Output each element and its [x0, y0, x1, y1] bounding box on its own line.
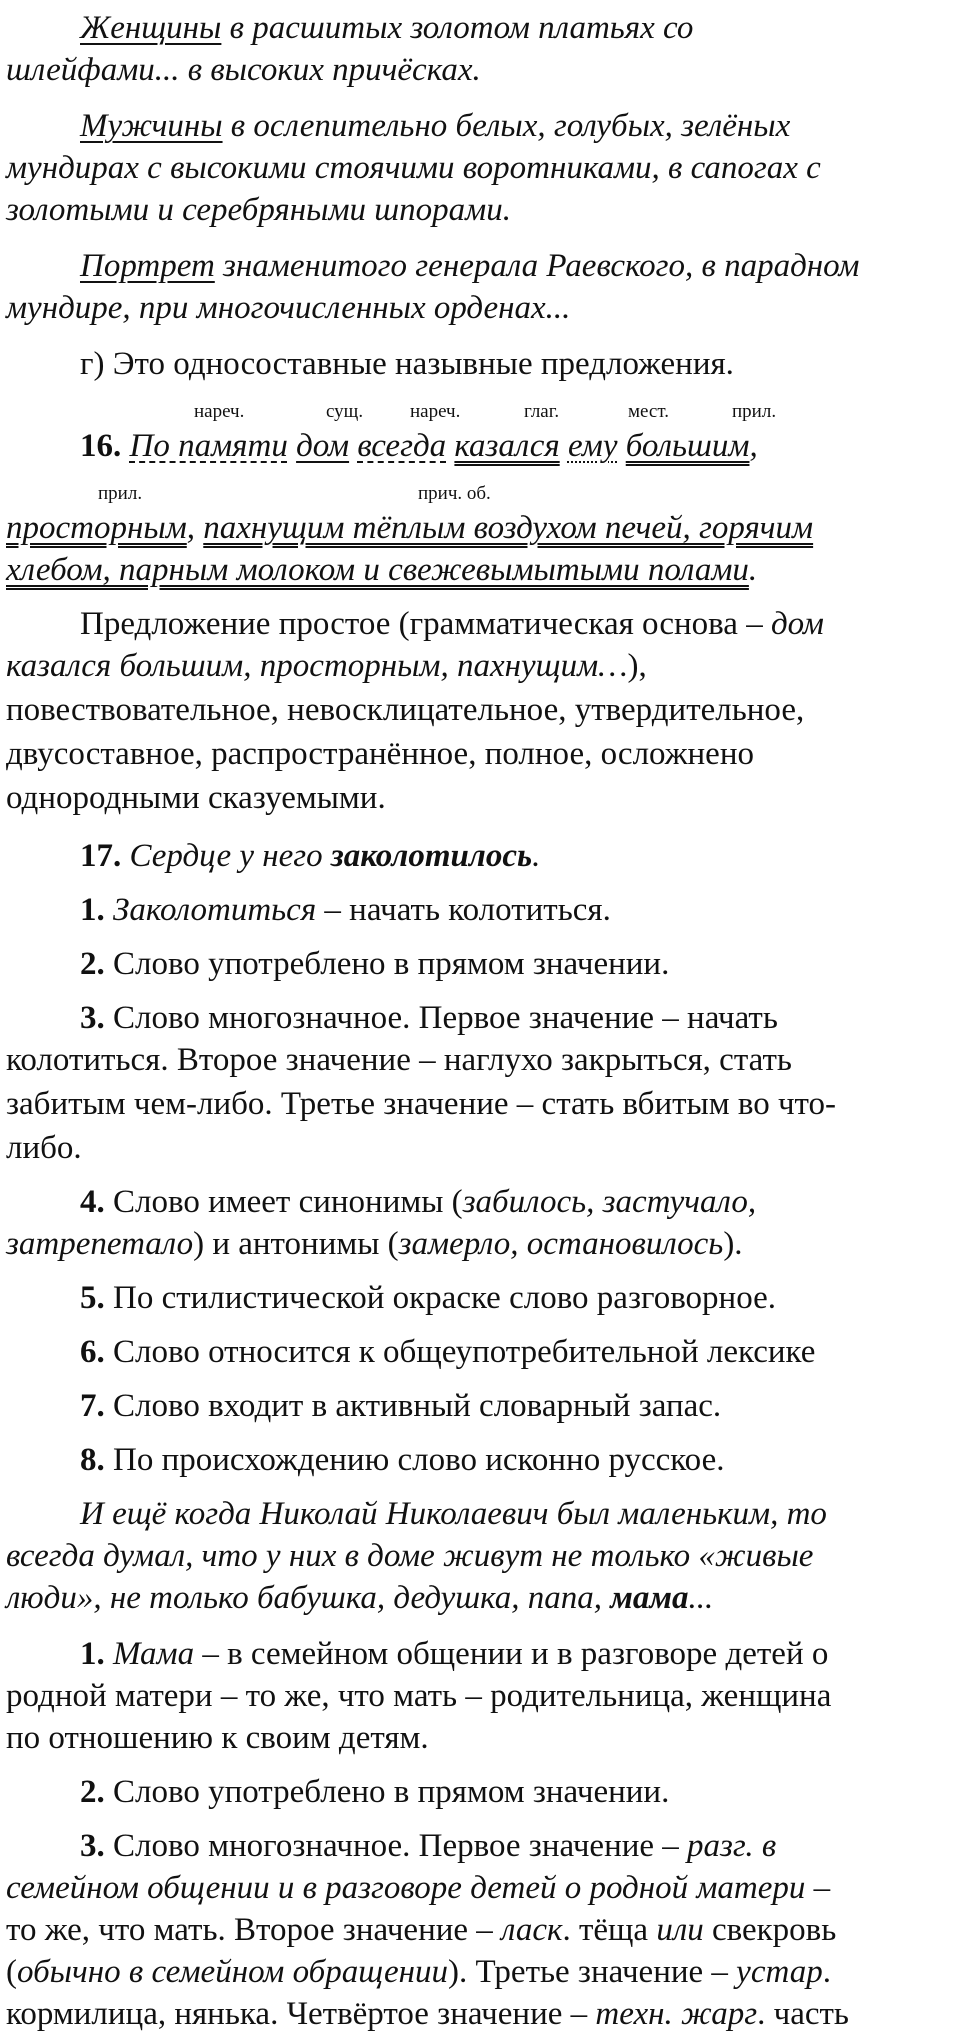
subject-word: Мужчины: [80, 108, 223, 144]
pos-label: нареч.: [410, 401, 461, 422]
ex15-line: золотыми и серебряными шпорами.: [6, 192, 511, 228]
analysis-item: 3. Слово многозначное. Первое значение – начать: [80, 1000, 778, 1036]
ex15-line: Мужчины в ослепительно белых, голубых, зелёных: [80, 108, 791, 144]
ex15-line: Женщины в расшитых золотом платьях со: [80, 10, 694, 46]
subject-word: Портрет: [80, 248, 215, 284]
exercise-number: 16.: [80, 428, 122, 464]
parsed-word: По памяти: [129, 428, 288, 464]
pos-label: глаг.: [524, 401, 560, 422]
analysis-item-line: кормилица, нянька. Четвёртое значение – техн. жарг. часть: [6, 1996, 849, 2032]
subject-word: Женщины: [80, 10, 222, 46]
ex16-sentence-line: 16. По памяти дом всегда казался ему большим,: [80, 428, 758, 464]
analysis-item-line: родной матери – то же, что мать – родительница, женщина: [6, 1678, 832, 1714]
pos-label: прич. об.: [418, 483, 491, 504]
analysis-item: 1. Заколотиться – начать колотиться.: [80, 892, 611, 928]
pos-label: нареч.: [194, 401, 245, 422]
analysis-item-line: забитым чем-либо. Третье значение – стать вбитым во что-: [6, 1086, 837, 1122]
analysis-item-line: то же, что мать. Второе значение – ласк. тёща или свекровь: [6, 1912, 837, 1948]
analysis-item: 2. Слово употреблено в прямом значении.: [80, 1774, 670, 1810]
parsed-word: пахнущим тёплым воздухом печей, горячим: [203, 510, 814, 546]
parsed-word: дом: [296, 428, 350, 464]
parsed-word: просторным: [6, 510, 187, 546]
parsed-word: казался: [454, 428, 560, 464]
analysis-item-line: либо.: [6, 1130, 82, 1166]
ex15-line: шлейфами... в высоких причёсках.: [6, 52, 481, 88]
analysis-item: 3. Слово многозначное. Первое значение – разг. в: [80, 1828, 777, 1864]
quote-line: И ещё когда Николай Николаевич был маленьким, то: [80, 1496, 827, 1532]
target-word: мама: [610, 1580, 689, 1616]
quote-line: всегда думал, что у них в доме живут не только «живые: [6, 1538, 814, 1574]
analysis-item-line: по отношению к своим детям.: [6, 1720, 429, 1756]
analysis-item: 1. Мама – в семейном общении и в разговоре детей о: [80, 1636, 829, 1672]
ex16-analysis: повествовательное, невосклицательное, утвердительное,: [6, 692, 805, 728]
ex15-line: Портрет знаменитого генерала Раевского, в парадном: [80, 248, 860, 284]
parsed-word: ему: [567, 428, 618, 464]
ex15-conclusion: г) Это односоставные назывные предложения.: [80, 346, 734, 382]
analysis-item-line: затрепетало) и антонимы (замерло, остановилось).: [6, 1226, 743, 1262]
quote-line: люди», не только бабушка, дедушка, папа, мама...: [6, 1580, 714, 1616]
analysis-item: 4. Слово имеет синонимы (забилось, застучало,: [80, 1184, 757, 1220]
analysis-item-line: (обычно в семейном обращении). Третье значение – устар.: [6, 1954, 831, 1990]
analysis-item: 7. Слово входит в активный словарный запас.: [80, 1388, 722, 1424]
ex16-analysis: двусоставное, распространённое, полное, осложнено: [6, 736, 754, 772]
ex16-analysis: Предложение простое (грамматическая основа – дом: [80, 606, 824, 642]
analysis-item: 5. По стилистической окраске слово разговорное.: [80, 1280, 777, 1316]
analysis-item-line: семейном общении и в разговоре детей о родной матери –: [6, 1870, 831, 1906]
ex16-sentence-line: просторным, пахнущим тёплым воздухом печей, горячим: [6, 510, 814, 546]
ex15-line: мундире, при многочисленных орденах...: [6, 290, 571, 326]
analysis-item: 8. По происхождению слово исконно русское.: [80, 1442, 725, 1478]
analysis-item: 6. Слово относится к общеупотребительной лексике: [80, 1334, 816, 1370]
parsed-word: хлебом, парным молоком и свежевымытыми полами: [6, 552, 749, 588]
exercise-number: 17.: [80, 838, 122, 874]
pos-label: прил.: [732, 401, 777, 422]
ex15-line: мундирах с высокими стоячими воротниками, в сапогах с: [6, 150, 821, 186]
parsed-word: большим: [625, 428, 750, 464]
parsed-word: всегда: [357, 428, 447, 464]
ex16-analysis: казался большим, просторным, пахнущим…),: [6, 648, 647, 684]
target-word: заколотилось: [330, 838, 533, 874]
ex16-sentence-line: хлебом, парным молоком и свежевымытыми полами.: [6, 552, 758, 588]
ex17-sentence: 17. Сердце у него заколотилось.: [80, 838, 541, 874]
pos-label: сущ.: [326, 401, 364, 422]
analysis-item-line: колотиться. Второе значение – наглухо закрыться, стать: [6, 1042, 792, 1078]
pos-label: мест.: [628, 401, 669, 422]
pos-label: прил.: [98, 483, 143, 504]
analysis-item: 2. Слово употреблено в прямом значении.: [80, 946, 670, 982]
ex16-analysis: однородными сказуемыми.: [6, 780, 386, 816]
